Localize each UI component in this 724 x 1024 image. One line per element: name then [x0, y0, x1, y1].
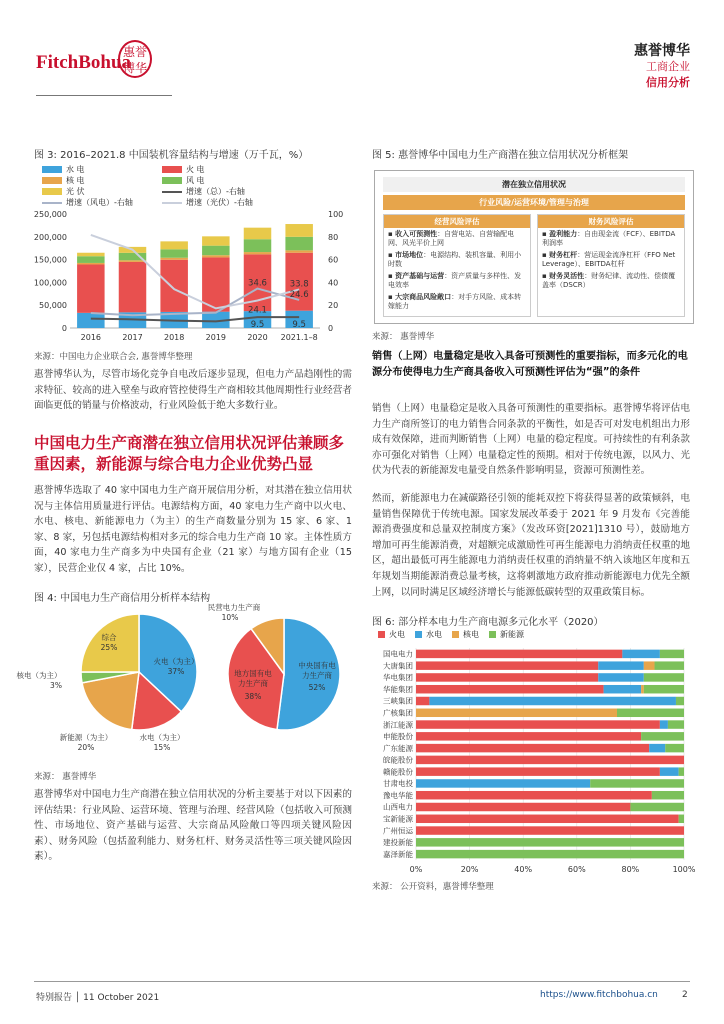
logo-wordmark: FitchBohua — [36, 52, 132, 73]
category-label: 华能集团 — [383, 684, 413, 694]
bar-segment — [416, 815, 679, 823]
category-label: 大唐集团 — [383, 661, 413, 671]
pie-label: 民营电力生产商 — [207, 603, 261, 612]
footer-divider — [34, 981, 690, 982]
category-label: 嘉泽新能 — [383, 849, 413, 859]
bar-segment — [660, 650, 684, 658]
bar-segment — [598, 661, 644, 669]
fig4-chart — [16, 600, 354, 760]
bar-segment — [77, 263, 105, 265]
bar-segment — [244, 228, 272, 240]
pie-label: 38% — [244, 692, 262, 701]
category-label: 赣能股份 — [383, 767, 413, 777]
bar-segment — [77, 264, 105, 312]
x-tick-label: 40% — [514, 865, 533, 874]
right-paragraph-1: 销售（上网）电量稳定是收入具备可预测性的重要指标。惠誉博华将评估电力生产商所签订的电力销售合同条款的平衡性，如是否可对发电机组出力形成有效保障，进而判断销售（上网）电量的稳定程度。可持续性的有利条款亦可强化对销售（上网）电量稳定性的预期。相对于传统电源，以风力、光伏为代表的新能源发电量受自然条件影响明显，资源可预测性差。 — [372, 403, 690, 477]
bar-segment — [679, 815, 684, 823]
bar-segment — [160, 241, 188, 249]
y2-tick-label: 0 — [328, 324, 334, 333]
pie-label: 25% — [100, 643, 118, 652]
bar-segment — [617, 709, 684, 717]
fig6-title: 图 6: 部分样本电力生产商电源多元化水平（2020） — [372, 617, 604, 628]
category-label: 豫电华能 — [383, 790, 413, 800]
pie-label: 10% — [221, 613, 239, 622]
fig5-bar-label: 行业风险/运营环境/管理与治理 — [383, 195, 685, 210]
framework-item-key: ▪ 财务灵活性 — [542, 272, 585, 280]
bar-segment — [668, 720, 684, 728]
legend-label: 增速（光伏）-右轴 — [186, 198, 253, 207]
bar-segment — [598, 673, 644, 681]
x-tick-label: 20% — [460, 865, 479, 874]
legend-swatch — [42, 166, 62, 173]
right-paragraph-2: 然而，新能源电力在减碳路径引领的能耗双控下将获得显著的政策倾斜，电量销售保障优于传统电源。国家发展改革委于 2021 年 9 月发布《完善能源消费强度和总量双控制度方案》（发改环资[2021]1310 号），鼓励地方增加可再生能源消费，对超额完成激励性可再生能源电力消纳责任权重的地区，超出最低可再生能源电力消纳责任权重的消纳量不纳入该地区年度和五年规划当期能源消费总量考核，这将刺激地方政府推动新能源电力优先全额上网，以同时满足区域经济增长与能源低碳转型的双重政策目标。 — [372, 493, 690, 598]
bar-segment — [244, 252, 272, 254]
legend-label: 新能源 — [500, 630, 524, 639]
legend-swatch — [42, 188, 62, 195]
framework-item-key: ▪ 财务杠杆 — [542, 251, 578, 259]
left-paragraph-3: 惠誉博华对中国电力生产商潜在独立信用状况的分析主要基于对以下因素的评估结果：行业风险、运营环境、管理与治理、经营风险（包括收入可预测性、市场地位、资产基础与运营、大宗商品风险敞口等四项关键风险因素）、财务风险（包括盈利能力、财务杠杆、财务灵活性等三项关键风险因素）。 — [34, 789, 352, 863]
x-tick-label: 2019 — [205, 333, 227, 342]
bar-segment — [416, 756, 684, 764]
category-label: 皖能股份 — [383, 755, 413, 765]
section-heading: 中国电力生产商潜在独立信用状况评估兼顾多重因素，新能源与综合电力企业优势凸显 — [34, 434, 345, 473]
fig5-source: 来源： 惠誉博华 — [372, 332, 435, 342]
pie-label: 力生产商 — [302, 671, 332, 680]
fig6-legend — [378, 629, 524, 640]
fig5-top-label: 潜在独立信用状况 — [383, 177, 685, 192]
bar-segment — [676, 697, 684, 705]
bar-segment — [652, 791, 684, 799]
bar-segment — [244, 239, 272, 252]
bar-segment — [429, 697, 676, 705]
fig6-source: 来源： 公开资料，惠誉博华整理 — [372, 882, 494, 892]
pie-label: 火电（为主） — [153, 657, 199, 666]
data-label: 33.8 — [289, 279, 309, 290]
fig3-title: 图 3: 2016–2021.8 中国装机容量结构与增速（万千瓦，%） — [34, 150, 309, 161]
y2-tick-label: 60 — [328, 255, 339, 265]
pie-label: 52% — [308, 683, 326, 692]
category-label: 申能股份 — [383, 732, 413, 742]
bar-segment — [77, 256, 105, 263]
x-tick-label: 2020 — [247, 333, 268, 342]
category-label: 山西电力 — [383, 802, 413, 812]
bar-segment — [416, 803, 630, 811]
pie-label: 37% — [167, 667, 185, 676]
pie-label: 3% — [50, 681, 62, 690]
bar-segment — [119, 262, 147, 312]
logo-seal — [118, 40, 152, 78]
bar-segment — [644, 661, 655, 669]
bar-segment — [285, 237, 313, 251]
bar-segment — [202, 255, 230, 257]
framework-item — [388, 272, 526, 290]
category-label: 浙江能源 — [383, 720, 413, 730]
right-bold-heading: 销售（上网）电量稳定是收入具备可预测性的重要指标，而多元化的电源分布使得电力生产商具备收入可预测性评估为“强”的条件 — [372, 351, 688, 378]
bar-segment — [660, 720, 668, 728]
x-tick-label: 80% — [621, 865, 640, 874]
header-divider — [36, 95, 172, 96]
x-tick-label: 0% — [409, 865, 423, 874]
bar-segment — [416, 720, 660, 728]
category-label: 三峡集团 — [383, 696, 413, 706]
data-label: 24.1 — [248, 305, 267, 316]
fig3-chart — [30, 206, 360, 348]
bar-segment — [416, 661, 598, 669]
framework-item — [388, 230, 526, 248]
bar-segment — [416, 709, 617, 717]
footer-url-link[interactable]: https://www.fitchbohua.cn — [540, 990, 658, 1000]
fig5-right-items — [538, 228, 684, 295]
y-tick-label: 200,000 — [33, 232, 67, 242]
legend-swatch — [42, 202, 62, 204]
framework-item — [542, 272, 680, 290]
header-subtitle: 工商企业 — [646, 60, 690, 73]
y2-tick-label: 20 — [328, 301, 339, 311]
framework-item-key: ▪ 资产基础与运营 — [388, 272, 445, 280]
y-tick-label: 0 — [61, 324, 67, 333]
category-label: 建投新能 — [383, 838, 413, 848]
bar-segment — [160, 260, 188, 312]
bar-segment — [202, 236, 230, 245]
footer-page-number: 2 — [682, 990, 688, 1000]
fig4-source: 来源： 惠誉博华 — [34, 772, 97, 782]
x-tick-label: 2021.1–8 — [280, 333, 318, 342]
y2-tick-label: 80 — [328, 232, 339, 242]
legend-label: 水 电 — [66, 165, 85, 174]
bar-segment — [679, 767, 684, 775]
legend-swatch — [415, 631, 422, 638]
legend-swatch — [162, 202, 182, 204]
fig5-right-panel — [537, 214, 685, 317]
legend-swatch — [162, 191, 182, 193]
x-tick-label: 2016 — [80, 333, 102, 342]
data-label: 9.5 — [292, 320, 306, 331]
framework-item-key: ▪ 市场地位 — [388, 251, 424, 259]
legend-label: 核 电 — [66, 176, 85, 185]
bar-segment — [285, 250, 313, 252]
left-paragraph-2: 惠誉博华选取了 40 家中国电力生产商开展信用分析，对其潜在独立信用状况与主体信用质量进行评估。电源结构方面，40 家电力生产商中以火电、水电、核电、新能源电力（为主）的生产商数量分别为 15 家、6 家、1 家、8 家，另包括电源结构相对多元的综合电力生产商 10 家。主体性质方面，40 家电力生产商多为中央国有企业（21 家）与地方国有企业（15 家），民营企业仅 4 家，占比 10%。 — [34, 485, 352, 574]
logo-seal-text: 惠誉博华 — [122, 45, 147, 75]
framework-item-desc: ：自由现金流（FCF）、EBITDA利润率 — [542, 230, 676, 247]
framework-item-desc: ：对手方风险、成本转嫁能力 — [388, 293, 522, 310]
data-label: 34.6 — [248, 278, 267, 289]
legend-swatch — [162, 177, 182, 184]
pie-label: 水电（为主） — [139, 733, 185, 742]
bar-segment — [416, 697, 429, 705]
bar-segment — [416, 767, 660, 775]
fig5-left-label: 经营风险评估 — [384, 215, 530, 228]
bar-segment — [160, 258, 188, 260]
x-tick-label: 2017 — [122, 333, 143, 342]
bar-segment — [604, 685, 642, 693]
fig5-left-panel — [383, 214, 531, 317]
pie-label: 地方国有电 — [234, 669, 272, 678]
bar-segment — [285, 224, 313, 237]
bar-segment — [119, 260, 147, 262]
footer-report: 特别报告 │ 11 October 2021 — [36, 993, 160, 1003]
category-label: 华电集团 — [383, 673, 413, 683]
bar-segment — [416, 791, 652, 799]
pie-label: 中央国有电 — [298, 661, 336, 670]
pie-label: 综合 — [101, 633, 117, 642]
legend-swatch — [452, 631, 459, 638]
bar-segment — [202, 246, 230, 256]
fig6-chart — [368, 644, 698, 878]
framework-item-desc: ：营运现金流净杠杆（FFO Net Leverage）、EBITDA杠杆 — [542, 251, 676, 268]
bar-segment — [630, 803, 684, 811]
fig4-title: 图 4: 中国电力生产商信用分析样本结构 — [34, 593, 211, 604]
x-tick-label: 2018 — [163, 333, 185, 342]
fig3-legend — [42, 164, 342, 208]
legend-swatch — [378, 631, 385, 638]
fig5-left-items — [384, 228, 530, 316]
pie-label: 新能源（为主） — [59, 733, 113, 742]
pie-label: 15% — [153, 743, 171, 752]
category-label: 宝新能源 — [383, 814, 413, 824]
pie-label: 20% — [77, 743, 95, 752]
bar-segment — [665, 744, 684, 752]
legend-label: 光 伏 — [66, 187, 85, 196]
bar-segment — [644, 685, 684, 693]
bar-segment — [416, 826, 684, 834]
fig5-framework — [374, 170, 694, 324]
bar-segment — [416, 838, 684, 846]
bar-segment — [416, 673, 598, 681]
bar-segment — [416, 850, 684, 858]
y-tick-label: 250,000 — [33, 210, 67, 219]
framework-item — [542, 251, 680, 269]
bar-segment — [416, 650, 622, 658]
x-tick-label: 60% — [567, 865, 586, 874]
x-tick-label: 100% — [672, 865, 696, 874]
bar-segment — [160, 249, 188, 257]
bar-segment — [644, 673, 684, 681]
framework-item-desc: ：资产质量与多样性、发电效率 — [388, 272, 522, 289]
bar-segment — [77, 253, 105, 256]
legend-label: 核电 — [463, 630, 479, 639]
bar-segment — [416, 732, 641, 740]
fig5-right-label: 财务风险评估 — [538, 215, 684, 228]
category-label: 广核集团 — [383, 708, 413, 718]
data-label: 24.6 — [289, 289, 309, 300]
y-tick-label: 100,000 — [33, 278, 67, 288]
bar-segment — [655, 661, 684, 669]
framework-item-desc: ：电源结构、装机容量、利用小时数 — [388, 251, 522, 268]
header-category: 信用分析 — [646, 76, 690, 89]
framework-item — [388, 251, 526, 269]
framework-item-desc: ：财务纪律、流动性、偿债覆盖率（DSCR） — [542, 272, 676, 289]
category-label: 广州恒运 — [383, 826, 413, 836]
bar-segment — [416, 685, 604, 693]
framework-item — [388, 293, 526, 311]
legend-label: 增速（风电）-右轴 — [66, 198, 133, 207]
legend-label: 风 电 — [186, 176, 205, 185]
legend-swatch — [42, 177, 62, 184]
bar-segment — [622, 650, 660, 658]
fig3-source: 来源：中国电力企业联合会, 惠誉博华整理 — [34, 352, 193, 362]
legend-label: 水电 — [426, 630, 442, 639]
fig5-title: 图 5: 惠誉博华中国电力生产商潜在独立信用状况分析框架 — [372, 150, 629, 161]
y-tick-label: 150,000 — [33, 255, 67, 265]
bar-segment — [590, 779, 684, 787]
legend-swatch — [489, 631, 496, 638]
header-title: 惠誉博华 — [634, 43, 690, 59]
y2-tick-label: 40 — [328, 278, 339, 288]
legend-label: 火电 — [389, 630, 405, 639]
framework-item — [542, 230, 680, 248]
y2-tick-label: 100 — [328, 210, 344, 219]
category-label: 甘肃电投 — [383, 779, 413, 789]
framework-item-key: ▪ 大宗商品风险敞口 — [388, 293, 452, 301]
framework-item-desc: ：自营电站、自营输配电网、风光平价上网 — [388, 230, 515, 247]
framework-item-key: ▪ 盈利能力 — [542, 230, 578, 238]
data-label: 9.5 — [250, 320, 265, 331]
legend-label: 火 电 — [186, 165, 205, 174]
bar-segment — [77, 313, 105, 328]
category-label: 广东能源 — [383, 743, 413, 753]
legend-label: 增速（总）-右轴 — [186, 187, 245, 196]
bar-segment — [660, 767, 679, 775]
pie-label: 核电（为主） — [16, 671, 62, 680]
category-label: 国电电力 — [383, 649, 413, 659]
bar-segment — [641, 732, 684, 740]
legend-swatch — [162, 166, 182, 173]
y-tick-label: 50,000 — [39, 301, 67, 311]
framework-item-key: ▪ 收入可预测性 — [388, 230, 438, 238]
bar-segment — [649, 744, 665, 752]
bar-segment — [641, 685, 644, 693]
bar-segment — [416, 779, 590, 787]
pie-label: 力生产商 — [238, 679, 268, 688]
bar-segment — [416, 744, 649, 752]
left-paragraph-1: 惠誉博华认为，尽管市场化竞争自电改后逐步显现，但电力产品趋刚性的需求特征、较高的进入壁垒与政府管控使得生产商相较其他周期性行业经营者面临更低的销量与价格波动，行业风险低于绝大多数行业。 — [34, 369, 352, 412]
